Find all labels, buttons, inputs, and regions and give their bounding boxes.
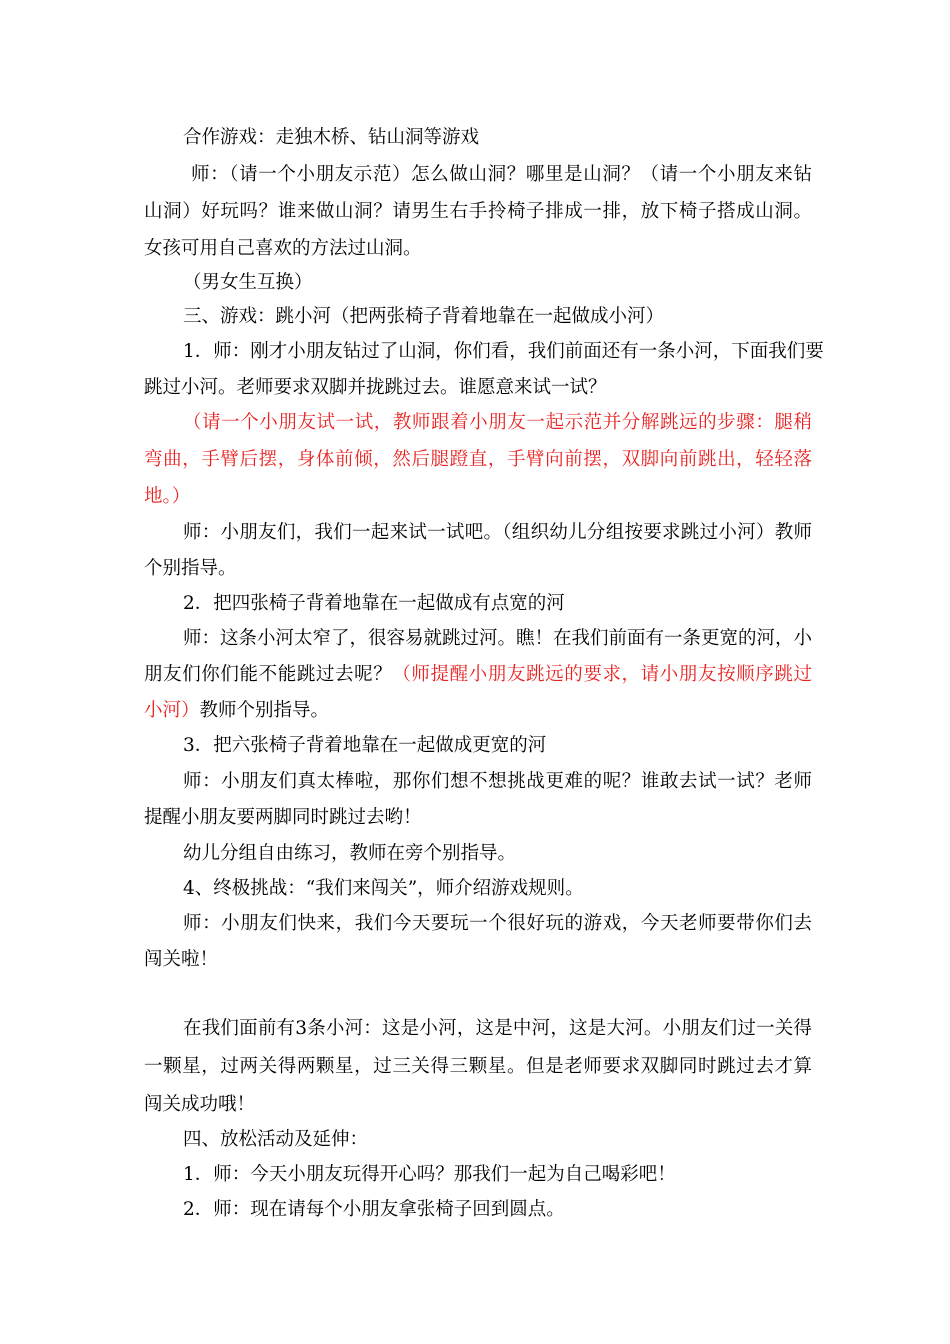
paragraph-line: 在我们面前有3条小河：这是小河，这是中河，这是大河。小朋友们过一关得 — [183, 1018, 812, 1039]
paragraph-line: 幼儿分组自由练习，教师在旁个别指导。 — [183, 843, 517, 864]
paragraph-line: 闯关啦！ — [144, 949, 219, 970]
paragraph-line: 一颗星，过两关得两颗星，过三关得三颗星。但是老师要求双脚同时跳过去才算 — [144, 1056, 812, 1077]
paragraph-text: 教师个别指导。 — [199, 700, 330, 721]
paragraph-line: 个别指导。 — [144, 558, 237, 579]
paragraph-line: 1．师：刚才小朋友钻过了山洞，你们看，我们前面还有一条小河，下面我们要 — [183, 341, 824, 362]
paragraph-line: 提醒小朋友要两脚同时跳过去哟！ — [144, 807, 422, 828]
section-heading: 三、游戏：跳小河（把两张椅子背着地靠在一起做成小河） — [183, 306, 665, 327]
section-heading: 3．把六张椅子背着地靠在一起做成更宽的河 — [183, 735, 547, 756]
paragraph-line: 师：这条小河太窄了，很容易就跳过河。瞧！在我们前面有一条更宽的河，小 — [183, 628, 813, 649]
paragraph-line: 跳过小河。老师要求双脚并拢跳过去。谁愿意来试一试？ — [144, 377, 607, 398]
paragraph-line-mixed — [144, 662, 812, 688]
section-heading: 4、终极挑战：“我们来闯关”，师介绍游戏规则。 — [183, 878, 584, 899]
paragraph-line: 合作游戏：走独木桥、钻山洞等游戏 — [183, 127, 480, 148]
highlighted-text: （师提醒小朋友跳远的要求，请小朋友按顺序跳过 — [392, 664, 812, 685]
paragraph-line: 1．师：今天小朋友玩得开心吗？那我们一起为自己喝彩吧！ — [183, 1164, 676, 1185]
highlighted-line: 地。） — [144, 486, 191, 507]
paragraph-line: 师：小朋友们真太棒啦，那你们想不想挑战更难的呢？谁敢去试一试？老师 — [183, 771, 812, 792]
paragraph-line: 2．师：现在请每个小朋友拿张椅子回到圆点。 — [183, 1199, 565, 1220]
paragraph-text: 朋友们你们能不能跳过去呢？ — [144, 664, 393, 685]
paragraph-line: 师：小朋友们，我们一起来试一试吧。（组织幼儿分组按要求跳过小河）教师 — [183, 522, 812, 543]
paragraph-line-mixed — [144, 698, 812, 724]
section-heading: 四、放松活动及延伸： — [183, 1129, 369, 1150]
highlighted-text: 小河） — [144, 700, 200, 721]
highlighted-line: 弯曲，手臂后摆，身体前倾，然后腿蹬直，手臂向前摆，双脚向前跳出，轻轻落 — [144, 449, 812, 470]
section-heading: 2．把四张椅子背着地靠在一起做成有点宽的河 — [183, 593, 565, 614]
paragraph-line: （男女生互换） — [183, 272, 313, 293]
paragraph-line: 女孩可用自己喜欢的方法过山洞。 — [144, 238, 422, 259]
paragraph-line: 闯关成功哦！ — [144, 1094, 256, 1115]
paragraph-line: 师：小朋友们快来，我们今天要玩一个很好玩的游戏，今天老师要带你们去 — [183, 913, 812, 934]
highlighted-line: （请一个小朋友试一试，教师跟着小朋友一起示范并分解跳远的步骤：腿稍 — [183, 412, 812, 433]
paragraph-line: 师：（请一个小朋友示范）怎么做山洞？哪里是山洞？（请一个小朋友来钻 — [191, 164, 812, 185]
paragraph-line: 山洞）好玩吗？谁来做山洞？请男生右手拎椅子排成一排，放下椅子搭成山洞。 — [144, 201, 812, 222]
